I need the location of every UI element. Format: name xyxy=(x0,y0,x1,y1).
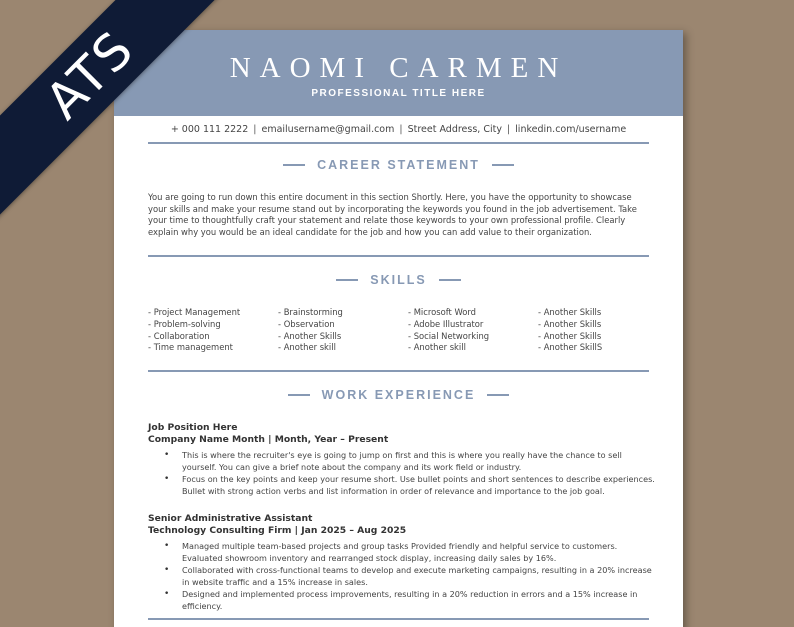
job-bullet: • Managed multiple team-based projects and group tasks Provided friendly and helpful service to customers. Evaluated showroom inventory and rearranged stock display, increasing daily sales by 16%. xyxy=(148,540,658,564)
divider xyxy=(148,618,649,620)
heading-dash xyxy=(439,279,461,281)
divider xyxy=(148,370,649,372)
contact-separator: | xyxy=(399,124,403,135)
skills-heading xyxy=(114,273,683,287)
skill-item: - Problem-solving xyxy=(148,319,278,331)
skill-item: - Another skill xyxy=(278,342,408,354)
job-bullet: • Focus on the key points and keep your resume short. Use bullet points and short sentences to describe experiences. Bullet with strong action verbs and list information in order of relevance and importance to the job goal. xyxy=(148,473,658,497)
career-heading xyxy=(114,158,683,172)
professional-title: PROFESSIONAL TITLE HERE xyxy=(311,88,486,99)
skills-column xyxy=(408,307,538,354)
heading-dash xyxy=(288,394,310,396)
resume-page xyxy=(114,30,683,627)
heading-dash xyxy=(336,279,358,281)
skill-item: - Another SkillS xyxy=(538,342,668,354)
contact-email: emailusername@gmail.com xyxy=(261,124,395,135)
contact-address: Street Address, City xyxy=(407,124,502,135)
heading-dash xyxy=(492,164,514,166)
job-company: Technology Consulting Firm | Jan 2025 – Aug 2025 xyxy=(148,525,407,536)
contact-separator: | xyxy=(506,124,511,135)
skills-heading-text: SKILLS xyxy=(370,273,427,287)
job-title: Job Position Here xyxy=(148,422,238,433)
skill-item: - Social Networking xyxy=(408,331,538,343)
skill-item: - Another Skills xyxy=(278,331,408,343)
skill-item: - Another skill xyxy=(408,342,538,354)
contact-linkedin: linkedin.com/username xyxy=(515,124,627,135)
contact-separator: | xyxy=(253,124,257,135)
job-entry xyxy=(148,513,658,612)
contact-phone: + 000 111 2222 xyxy=(170,124,249,135)
skills-column xyxy=(148,307,278,354)
heading-dash xyxy=(283,164,305,166)
career-heading-text: CAREER STATEMENT xyxy=(317,158,480,172)
skill-item: - Another Skills xyxy=(538,307,668,319)
skills-list xyxy=(148,307,668,354)
contact-line xyxy=(114,124,683,135)
heading-dash xyxy=(487,394,509,396)
experience-heading xyxy=(114,388,683,402)
skills-column xyxy=(278,307,408,354)
resume-header xyxy=(114,30,683,116)
job-bullet: • Collaborated with cross-functional teams to develop and execute marketing campaigns, resulting in a 20% increase in website traffic and a 15% increase in sales. xyxy=(148,564,658,588)
experience-heading-text: WORK EXPERIENCE xyxy=(321,388,476,402)
ats-label: ATS xyxy=(34,19,146,131)
job-bullet: • Designed and implemented process improvements, resulting in a 20% reduction in errors and a 15% increase in efficiency. xyxy=(148,588,658,612)
skill-item: - Another Skills xyxy=(538,319,668,331)
skill-item: - Time management xyxy=(148,342,278,354)
job-title: Senior Administrative Assistant xyxy=(148,513,313,524)
career-statement: You are going to run down this entire document in this section Shortly. Here, you have the opportunity to showcase your skills and make your resume stand out by incorporating the keywords you found in the job advertisement. Take your time to thoughtfully craft your statement and relate those keywords to your own professional profile. Clearly explain why you would be an ideal candidate for the job and how you can add value to their organization. xyxy=(148,192,637,237)
job-entry xyxy=(148,422,658,497)
job-bullets xyxy=(148,540,658,612)
skill-item: - Microsoft Word xyxy=(408,307,538,319)
divider xyxy=(148,255,649,257)
job-bullets xyxy=(148,449,658,497)
skill-item: - Adobe Illustrator xyxy=(408,319,538,331)
skill-item: - Brainstorming xyxy=(278,307,408,319)
skill-item: - Collaboration xyxy=(148,331,278,343)
job-bullet: • This is where the recruiter's eye is going to jump on first and this is where you really have the chance to sell yourself. You can give a brief note about the company and its work field or industry. xyxy=(148,449,658,473)
job-company: Company Name Month | Month, Year – Present xyxy=(148,434,389,445)
skill-item: - Another Skills xyxy=(538,331,668,343)
skill-item: - Observation xyxy=(278,319,408,331)
skill-item: - Project Management xyxy=(148,307,278,319)
skills-column xyxy=(538,307,668,354)
divider xyxy=(148,142,649,144)
candidate-name: NAOMI CARMEN xyxy=(229,52,568,84)
